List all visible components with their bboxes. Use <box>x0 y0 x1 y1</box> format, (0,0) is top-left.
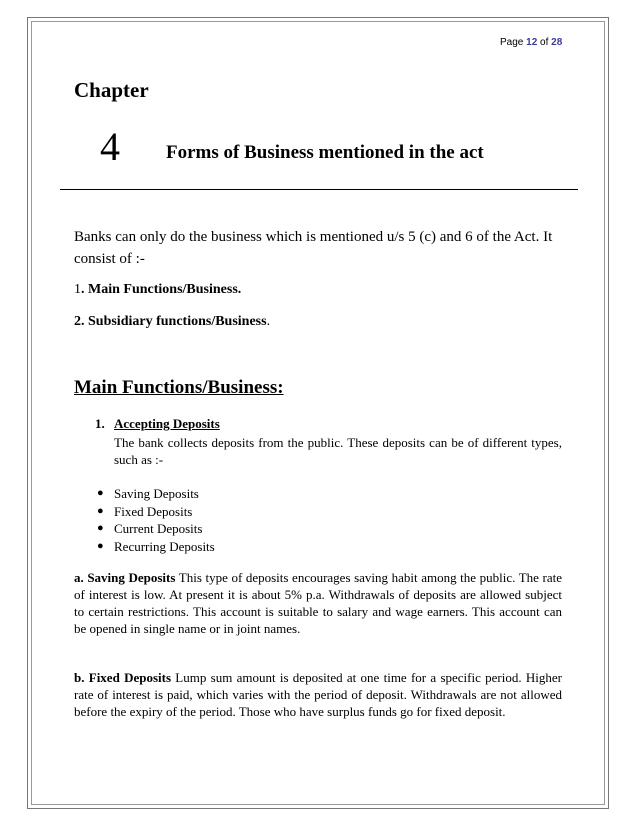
bullet-icon: ● <box>97 539 104 552</box>
section-heading: Main Functions/Business: <box>74 377 284 398</box>
saving-deposits-paragraph <box>74 569 562 637</box>
page-of: of <box>537 37 552 48</box>
list-item-label: Saving Deposits <box>114 486 199 501</box>
page-prefix: Page <box>500 37 527 48</box>
bullet-icon: ● <box>97 504 104 517</box>
deposit-types-list <box>95 485 215 555</box>
list-item-number: 1 <box>74 282 81 297</box>
page-total: 28 <box>551 37 563 48</box>
page-number <box>500 37 562 48</box>
paragraph-text: This type of deposits encourages saving habit among the public. The rate of interest is low. At present it is about 5% p.a. Withdrawals of deposits are allowed subject to certain restrictions. This account is suitable to salary and wage earners. This account can be opened in single name or in joint names. <box>74 570 562 636</box>
paragraph-label: a. Saving Deposits <box>74 570 176 585</box>
chapter-title: Forms of Business mentioned in the act <box>166 142 484 163</box>
list-item-label: Recurring Deposits <box>114 538 215 554</box>
list-item <box>95 485 215 503</box>
subsection-heading: Accepting Deposits <box>114 416 220 431</box>
page-current: 12 <box>526 37 538 48</box>
paragraph-label: b. Fixed Deposits <box>74 670 172 685</box>
list-item-end: . <box>266 314 271 329</box>
chapter-number: 4 <box>100 124 120 169</box>
subsection-number: 1. <box>95 416 105 431</box>
list-item <box>95 520 215 538</box>
bullet-icon: ● <box>97 522 104 534</box>
list-item-subsidiary-functions <box>74 314 270 330</box>
list-item-label: Fixed Deposits <box>114 503 193 519</box>
paragraph-text: Lump sum amount is deposited at one time for a specific period. Higher rate of interest is paid, which varies with the period of deposit. Withdrawals are not allowed before the expiry of the period. Those who have surplus funds go for fixed deposit. <box>74 670 562 719</box>
list-item <box>95 538 215 556</box>
list-item-text: . Main Functions/Business. <box>81 282 242 297</box>
intro-paragraph: Banks can only do the business which is mentioned u/s 5 (c) and 6 of the Act. It consist of :- <box>74 229 553 267</box>
list-item-main-functions <box>74 282 241 298</box>
fixed-deposits-paragraph <box>74 669 562 720</box>
bullet-icon: ● <box>97 487 104 499</box>
list-item <box>95 503 215 521</box>
list-item-label: Current Deposits <box>114 521 203 536</box>
subsection-body: The bank collects deposits from the public. These deposits can be of different types, such as :- <box>114 435 562 467</box>
title-divider <box>60 189 578 190</box>
chapter-label: Chapter <box>74 78 149 102</box>
list-item-text: 2. Subsidiary functions/Business <box>74 314 267 329</box>
